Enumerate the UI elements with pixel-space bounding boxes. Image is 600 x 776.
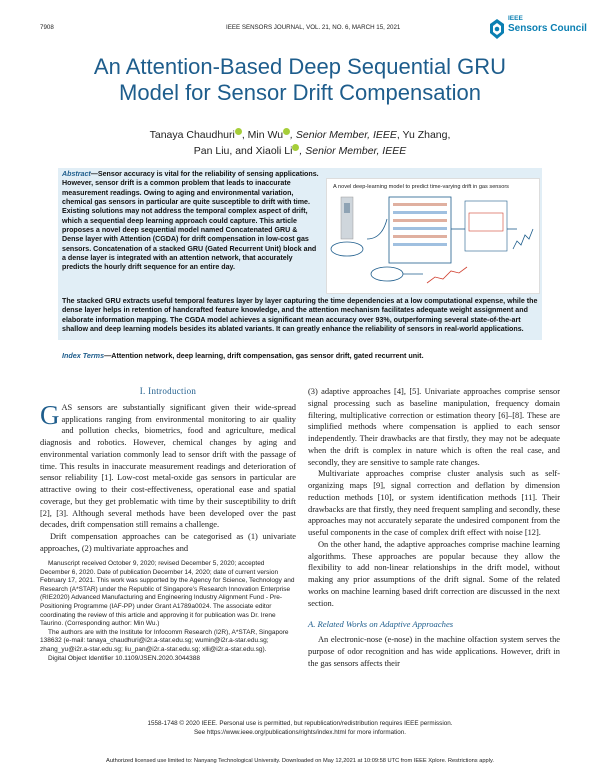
graphical-abstract-figure xyxy=(326,178,540,294)
drift-curve xyxy=(513,229,533,249)
abstract-continued: The stacked GRU extracts useful temporal features layer by layer capturing the time dependencies at a low computational expense, while the dense layer helps in retention of handcrafted feature knowledge, and the attention mechanism facilitates adequate weight assignment and elaborate information mapping. The CGDA model achieves a significant mean accuracy over 93%, outperforming several state-of-the-art shallow and deep learning models besides its ablated variants. It can greatly enhance the reliability of sensors in real-world applications. xyxy=(62,297,538,334)
model-layer xyxy=(393,235,447,238)
figure-diagram xyxy=(327,179,539,293)
index-terms xyxy=(62,351,538,360)
footnote: Digital Object Identifier 10.1109/JSEN.2020.3044388 xyxy=(48,654,201,662)
abstract-text xyxy=(62,170,320,273)
section-heading: I. Introduction xyxy=(139,386,197,396)
paragraph: (3) adaptive approaches [4], [5]. Univariate approaches comprise sensor signal processing such as baseline manipulation, frequency domain filtering, multiplicative correction or estimation theory [6]–[8]. These are simplified methods where compensation is applied to each sensor independently. Their drawbacks are that firstly, they may not be adequate when the drift is complex in nature which is often the real case, and secondly, they are sensitive to sample rate changes. xyxy=(308,387,560,467)
subsection-heading: A. Related Works on Adaptive Approaches xyxy=(308,619,454,630)
model-layer xyxy=(393,243,447,246)
left-column xyxy=(40,386,296,555)
intro-paragraph xyxy=(40,399,296,531)
model-layer xyxy=(393,203,447,206)
member-grade: , Senior Member, IEEE xyxy=(299,145,407,157)
sensors-council-logo xyxy=(488,14,587,42)
sensor-device-window xyxy=(344,203,350,213)
paragraph: An electronic-nose (e-nose) in the machine olfaction system serves the purpose of odor recognition and has wide applications. However, drift in the gas sensors affects their xyxy=(308,635,560,668)
authorized-use-notice: Authorized licensed use limited to: Nanyang Technological University. Downloaded on May 12,2021 at 10:09:58 UTC from IEEE Xplore. Restrictions apply. xyxy=(106,758,494,764)
footnote: The authors are with the Institute for Infocomm Research (I2R), A*STAR, Singapore 138632 (e-mail: tanaya_chaudhuri@i2r.a-star.edu.sg; wumin@i2r.a-star.edu.sg; zhang_yu@i2r.a-star.edu.sg; liu_pan@i2r.a-star.edu.sg; xlli@i2r.a-star.edu.sg). xyxy=(40,628,289,653)
footnotes xyxy=(40,560,296,663)
author-name: Pan Liu, and Xiaoli Li xyxy=(193,145,293,157)
dropcap: G xyxy=(40,399,60,430)
author-name: , Yu Zhang, xyxy=(396,129,451,141)
model-layer xyxy=(393,219,447,222)
abstract-label: Abstract xyxy=(62,170,91,178)
input-bubble xyxy=(331,242,363,256)
copyright-link[interactable]: See https://www.ieee.org/publications/rights/index.html for more information. xyxy=(193,728,407,736)
paper-title xyxy=(40,54,560,106)
member-grade: , Senior Member, IEEE xyxy=(290,129,397,141)
title-line-1: An Attention-Based Deep Sequential GRU xyxy=(93,54,507,79)
index-terms-label: Index Terms xyxy=(62,351,105,360)
figure-title: A novel deep-learning model to predict time-varying drift in gas sensors xyxy=(333,184,509,190)
copyright-line: 1558-1748 © 2020 IEEE. Personal use is permitted, but republication/redistribution requires IEEE permission. xyxy=(147,720,453,727)
prediction-curve xyxy=(427,267,467,283)
logo-ieee: IEEE xyxy=(508,15,523,22)
abstract-body: —Sensor accuracy is vital for the reliability of sensing applications. However, sensor drift is a common problem that leads to inaccurate measurement readings. Owing to aging and environmental variation, chemical gas sensors in particular are quite susceptible to drift with time. Existing solutions may not address the temporal complex aspect of drift, which a sequential deep learning approach could capture. This article proposes a novel deep sequential model named Concatenated GRU & Dense layer with Attention (CGDA) for drift compensation in low-cost gas sensors. Concatenation of a stacked GRU (Gated Recurrent Unit) block and a dense layer is integrated with an attention network, that accurately predicts the hourly drift sequence for an entire day. xyxy=(62,170,319,272)
logo-sensors-council: Sensors Council xyxy=(508,22,587,34)
sensors-council-logo-icon xyxy=(488,18,506,40)
paragraph: On the other hand, the adaptive approaches comprise machine learning algorithms. These approaches are popular because they allow the flexibility to add non-linear relationships in the drift model, without making any prior assumptions of the drift signal. Some of the related works on machine learning based drift correction are discussed in the next section. xyxy=(308,539,560,608)
footnote: Manuscript received October 9, 2020; revised December 5, 2020; accepted December 6, 2020. Date of publication December 14, 2020; date of current version February 17, 2021. This work was supported by the Agency for Science, Technology and Research (A*STAR) under the Republic of Singapore’s Research Innovation Enterprise (RIE2020) Advanced Manufacturing and Engineering Industry Alignment Fund - Pre-Positioning Programme (IAF-PP) under Grant A1789a0024. The associate editor coordinating the review of this article and approving it for publication was Dr. Irene Taurino. (Corresponding author: Min Wu.) xyxy=(40,560,295,628)
copyright-notice xyxy=(40,720,560,737)
right-column xyxy=(308,386,560,669)
author-name: , Min Wu xyxy=(241,129,284,141)
model-layer xyxy=(393,227,447,230)
journal-header: IEEE SENSORS JOURNAL, VOL. 21, NO. 6, MARCH 15, 2021 xyxy=(226,24,401,31)
paragraph: Drift compensation approaches can be categorised as (1) univariate approaches, (2) multivariate approaches and xyxy=(40,532,296,553)
model-layer xyxy=(393,211,447,214)
orcid-icon[interactable] xyxy=(235,128,242,135)
intro-text: AS sensors are substantially significant given their wide-spread applications ranging from environmental monitoring to air quality and pollution checks, biometrics, food and agriculture, medical diagnosis and robotics. However, chemical changes by aging and environmental variation commonly lead to sensor drift with the passage of time. This results in inaccurate measurement readings and deterioration of sensor reliability [1]. Low-cost metal-oxide gas sensors in particular are attractive owing to their cost-effectiveness, operational ease and spatial coverage, but they get problematic with time by their susceptibility to drift [2], [3]. Although several methods have been developed over the past decades, drift compensation still remains a challenge. xyxy=(40,402,296,530)
output-highlight xyxy=(469,213,503,231)
paragraph: Multivariate approaches comprise cluster analysis such as self-organizing maps [9], signal correction and deflation by dimension reduction methods [10], or system identification methods [11]. Their drawbacks are that firstly, they need frequent sampling and secondly, these approaches may not accurately separate the undesired component from the useful components in the case of complex drift effect with noise [12]. xyxy=(308,469,560,537)
feature-bubble xyxy=(371,267,403,281)
title-line-2: Model for Sensor Drift Compensation xyxy=(119,80,481,105)
page-number: 7908 xyxy=(40,24,54,31)
author-list xyxy=(40,127,560,159)
index-terms-body: —Attention network, deep learning, drift compensation, gas sensor drift, gated recurrent unit. xyxy=(104,351,424,360)
author-name: Tanaya Chaudhuri xyxy=(149,129,235,141)
flow-arrow-1 xyxy=(367,219,387,239)
